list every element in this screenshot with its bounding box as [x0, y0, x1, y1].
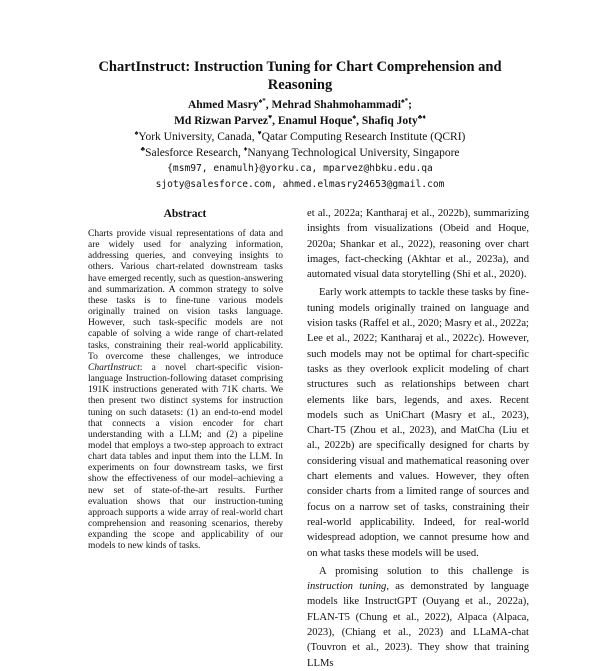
author-marks: ♠* — [258, 97, 266, 106]
author-name: Ahmed Masry — [187, 99, 259, 111]
abstract-body — [88, 229, 283, 553]
intro-paragraph: et al., 2022a; Kantharaj et al., 2022b), summarizing insights from visualizations (Obeid and Hoque, 2020a; Shankar et al., 2022), reasoning over chart images, fact-checking (Akhtar et al., 2023a), and automated visual data storytelling (Shi et al., 2020). — [307, 208, 529, 281]
author-block — [60, 97, 540, 193]
affiliation-mark: ♦ — [243, 145, 248, 154]
title-line-2: Reasoning — [267, 77, 333, 93]
author-separator: , — [272, 115, 276, 127]
email-line-1: {msm97, enamulh}@yorku.ca, mparvez@hbku.edu.qa — [167, 163, 433, 174]
author-marks: ♠ — [352, 113, 357, 122]
affiliation-text: Qatar Computing Research Institute (QCRI) — [261, 131, 466, 143]
author-name: Mehrad Shahmohammadi — [271, 99, 401, 111]
abstract-text: : a novel chart-specific vision-language Instruction-following dataset comprising 191K instructions generated with 71K charts. We then present two distinct systems for instruction tuning on such datasets: (1) an end-to-end model that connects a vision encoder for chart understanding with a LLM; and (2) a pipeline model that employs a two-step approach to extract chart data tables and input them into the LLM. In experiments on four downstream tasks, we first show the effectiveness of our model–achieving a new set of state-of-the-art results. Further evaluation shows that our instruction-tuning approach supports a wide array of real-world chart comprehension and reasoning scenarios, thereby expanding the scope and applicability of our models to new kinds of tasks. — [88, 362, 283, 552]
affiliation-text: Salesforce Research, — [145, 147, 241, 159]
intro-text: , as demonstrated by language models like InstructGPT (Ouyang et al., 2022a), FLAN-T5 (Chung et al., 2022), Alpaca (Alpaca, 2023), (Chiang et al., 2023) and LLaMA-chat (Touvron et al., 2023). They show that training LLMs — [307, 581, 529, 669]
intro-column — [307, 206, 529, 671]
author-name: Shafiq Joty — [361, 115, 418, 127]
email-line-2: sjoty@salesforce.com, ahmed.elmasry24653@gmail.com — [155, 179, 445, 190]
abstract-heading: Abstract — [163, 208, 207, 220]
author-marks: ♣♦ — [417, 113, 426, 122]
title-line-1: ChartInstruct: Instruction Tuning for Chart Comprehension and — [98, 59, 502, 75]
intro-paragraph — [307, 564, 529, 671]
affiliation-text: Nanyang Technological University, Singapore — [247, 147, 460, 159]
author-name: Enamul Hoque — [277, 115, 353, 127]
affiliation-text: York University, Canada, — [138, 131, 255, 143]
intro-paragraph: Early work attempts to tackle these tasks by fine-tuning models originally trained on language and vision tasks (Raffel et al., 2020; Masry et al., 2022a; Lee et al., 2022; Kantharaj et al., 2022c). However, such models may not be optimal for chart-specific tasks as they overlook explicit modeling of chart structures such as relationships between chart elements like bars, legends, and axes. Recent models such as UniChart (Masry et al., 2023), Chart-T5 (Zhou et al., 2023), and MatCha (Liu et al., 2022b) are specifically designed for charts by considering visual and mathematical reasoning over chart elements and values. However, they often consider charts from a limited range of sources and focus on a narrow set of tasks, constraining their real-world applicability. Indeed, for real-world widespread adoption, we cannot presume how and on what tasks these models will be used. — [307, 287, 529, 559]
abstract-dataset-name: ChartInstruct — [88, 362, 140, 373]
authors-line-2 — [60, 113, 540, 129]
affiliations-line-1 — [60, 129, 540, 145]
author-separator: , — [265, 99, 269, 111]
affiliation-mark: ♥ — [257, 129, 262, 138]
authors-line-1 — [60, 97, 540, 113]
author-marks: ♠* — [400, 97, 409, 106]
author-separator: , — [356, 115, 359, 127]
affiliation-mark: ♠ — [134, 129, 139, 138]
author-name: Md Rizwan Parvez — [174, 115, 268, 127]
intro-text: A promising solution to this challenge is — [319, 565, 529, 577]
affiliation-mark: ♣ — [140, 145, 146, 154]
paper-title — [60, 58, 540, 94]
intro-emphasis: instruction tuning — [307, 581, 387, 593]
affiliations-line-2 — [60, 145, 540, 161]
abstract-text: Charts provide visual representations of data and are widely used for analyzing information, addressing queries, and conveying insights to others. Various chart-related downstream tasks have emerged recently, such as question-answering and summarization. A common strategy to solve these tasks is to fine-tune various models originally trained on vision tasks language. However, such task-specific models are not capable of solving a wide range of chart-related tasks, constraining their real-world applicability. To overcome these challenges, we introduce — [88, 229, 283, 362]
author-separator: ; — [408, 99, 413, 111]
author-marks: ♥ — [267, 113, 273, 122]
